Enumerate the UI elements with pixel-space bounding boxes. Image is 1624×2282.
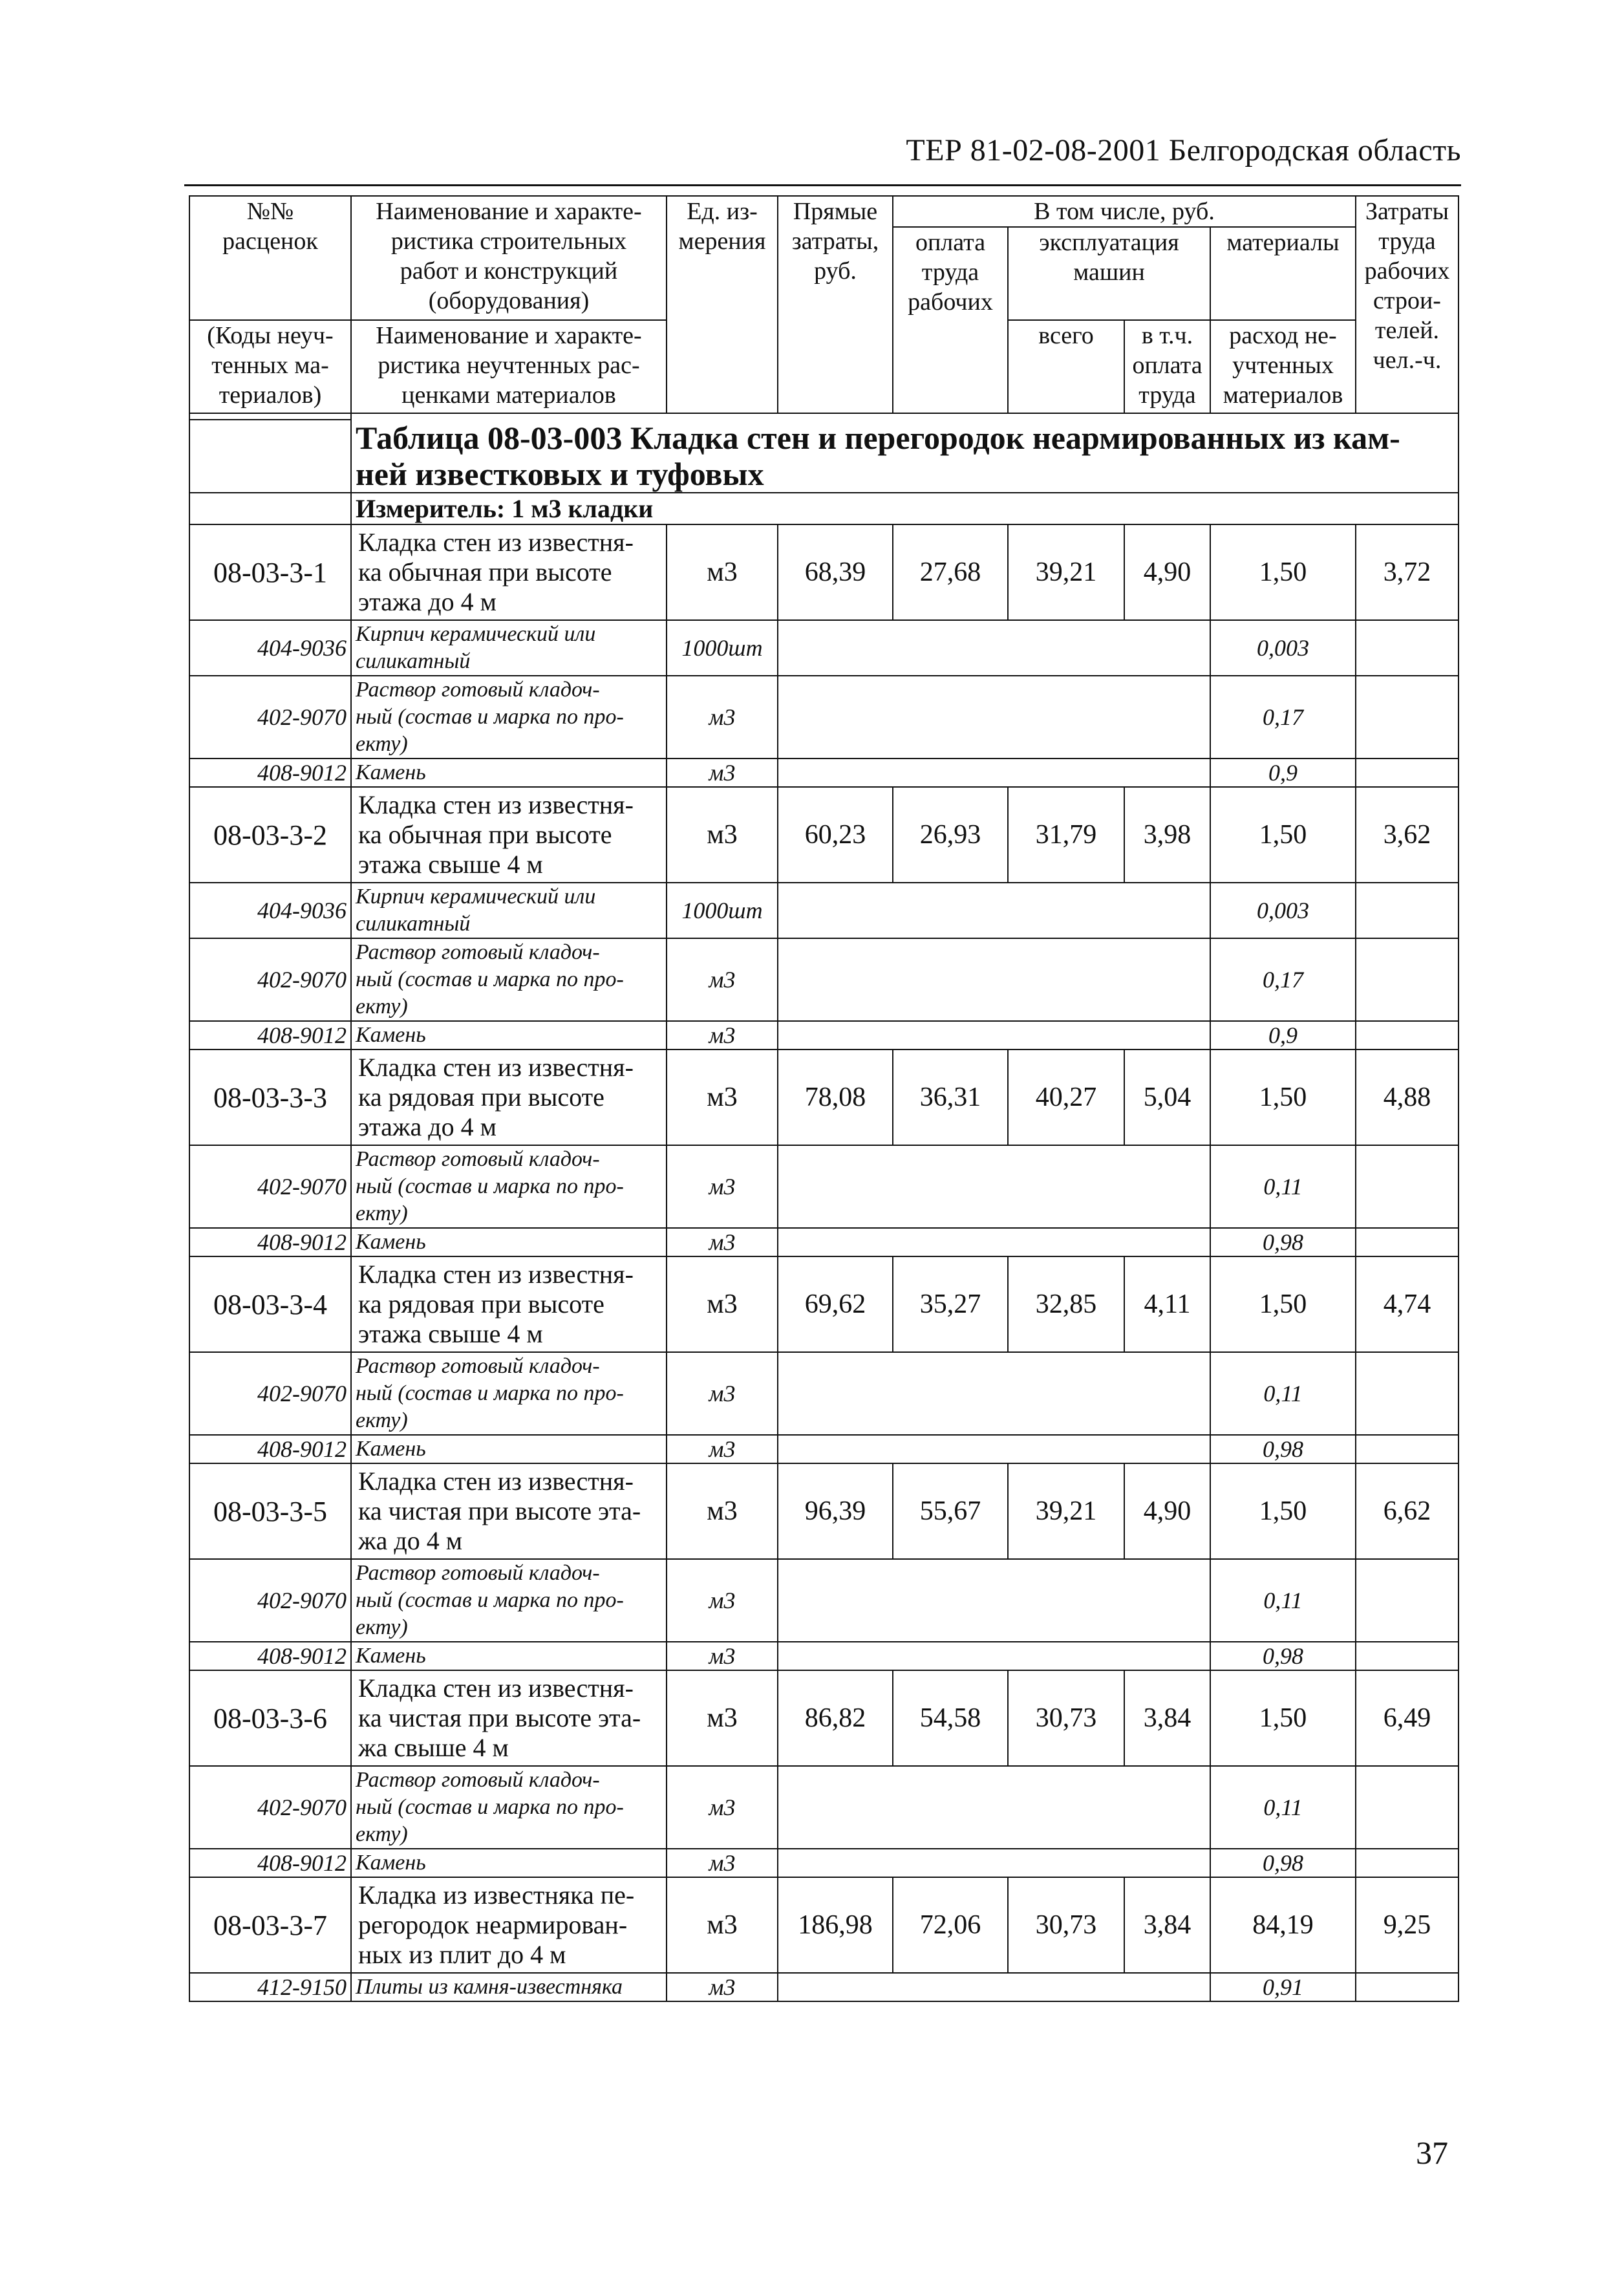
rate-materials: 1,50	[1210, 1463, 1356, 1559]
rate-code: 08-03-3-1	[189, 524, 351, 620]
material-blank	[778, 676, 1210, 759]
material-qty: 0,003	[1210, 883, 1356, 938]
rate-machines-labor: 4,90	[1124, 1463, 1210, 1559]
rate-direct-cost: 78,08	[778, 1050, 893, 1145]
material-row	[189, 1642, 1458, 1670]
rate-labor-cost: 3,72	[1356, 524, 1458, 620]
material-blank	[778, 1435, 1210, 1463]
material-qty: 0,17	[1210, 938, 1356, 1021]
material-row	[189, 1352, 1458, 1435]
rate-unit: м3	[667, 1670, 778, 1766]
material-blank	[778, 1559, 1210, 1642]
rate-unit: м3	[667, 787, 778, 883]
rate-direct-cost: 96,39	[778, 1463, 893, 1559]
material-row	[189, 676, 1458, 759]
rate-labor-pay: 26,93	[893, 787, 1008, 883]
document-header: ТЕР 81-02-08-2001 Белгородская область	[906, 133, 1461, 167]
material-qty: 0,9	[1210, 759, 1356, 787]
material-unit: 1000шт	[667, 620, 778, 676]
rate-machines-total: 30,73	[1008, 1877, 1124, 1973]
material-qty: 0,11	[1210, 1559, 1356, 1642]
rate-name: Кладка стен из известня- ка обычная при высоте этажа свыше 4 м	[351, 787, 667, 883]
material-blank-cost	[1356, 676, 1458, 759]
measure-unit: Измеритель: 1 м3 кладки	[351, 493, 1458, 524]
material-row	[189, 883, 1458, 938]
material-qty: 0,98	[1210, 1642, 1356, 1670]
material-blank	[778, 938, 1210, 1021]
rate-labor-cost: 9,25	[1356, 1877, 1458, 1973]
page-number: 37	[1416, 2135, 1448, 2171]
rate-direct-cost: 86,82	[778, 1670, 893, 1766]
rate-unit: м3	[667, 1877, 778, 1973]
material-row	[189, 938, 1458, 1021]
rate-labor-pay: 55,67	[893, 1463, 1008, 1559]
rate-machines-total: 39,21	[1008, 1463, 1124, 1559]
rate-row	[189, 1877, 1458, 1973]
material-code: 404-9036	[189, 620, 351, 676]
material-qty: 0,91	[1210, 1973, 1356, 2001]
material-name: Камень	[351, 1642, 667, 1670]
rate-labor-pay: 36,31	[893, 1050, 1008, 1145]
rate-machines-total: 30,73	[1008, 1670, 1124, 1766]
material-unit: м3	[667, 1849, 778, 1877]
material-unit: м3	[667, 938, 778, 1021]
rate-unit: м3	[667, 1256, 778, 1352]
material-code: 408-9012	[189, 759, 351, 787]
rate-direct-cost: 186,98	[778, 1877, 893, 1973]
material-blank-cost	[1356, 1352, 1458, 1435]
rate-labor-cost: 3,62	[1356, 787, 1458, 883]
rate-machines-total: 31,79	[1008, 787, 1124, 883]
rate-row	[189, 524, 1458, 620]
material-code: 408-9012	[189, 1435, 351, 1463]
rate-materials: 84,19	[1210, 1877, 1356, 1973]
material-name: Раствор готовый кладоч- ный (состав и марка по про- екту)	[351, 1145, 667, 1228]
material-code: 408-9012	[189, 1849, 351, 1877]
material-qty: 0,11	[1210, 1352, 1356, 1435]
material-blank-cost	[1356, 1849, 1458, 1877]
material-code: 402-9070	[189, 1352, 351, 1435]
material-unit: м3	[667, 1352, 778, 1435]
material-unit: м3	[667, 1559, 778, 1642]
rate-materials: 1,50	[1210, 1050, 1356, 1145]
rate-unit: м3	[667, 524, 778, 620]
rate-name: Кладка стен из известня- ка чистая при высоте эта- жа свыше 4 м	[351, 1670, 667, 1766]
rate-machines-labor: 3,84	[1124, 1670, 1210, 1766]
material-blank-cost	[1356, 883, 1458, 938]
rate-materials: 1,50	[1210, 524, 1356, 620]
rate-materials: 1,50	[1210, 1256, 1356, 1352]
material-name: Плиты из камня-известняка	[351, 1973, 667, 2001]
rate-labor-pay: 35,27	[893, 1256, 1008, 1352]
material-blank-cost	[1356, 1642, 1458, 1670]
rate-name: Кладка стен из известня- ка рядовая при высоте этажа свыше 4 м	[351, 1256, 667, 1352]
rate-code: 08-03-3-5	[189, 1463, 351, 1559]
col-name-subheader: Наименование и характе- ристика неучтенных рас- ценками материалов	[351, 320, 667, 413]
rate-materials: 1,50	[1210, 1670, 1356, 1766]
material-blank	[778, 1642, 1210, 1670]
rate-machines-total: 32,85	[1008, 1256, 1124, 1352]
material-row	[189, 1435, 1458, 1463]
material-blank	[778, 1352, 1210, 1435]
material-blank-cost	[1356, 1021, 1458, 1050]
material-unit: м3	[667, 1973, 778, 2001]
material-code: 402-9070	[189, 1766, 351, 1849]
material-unit: м3	[667, 676, 778, 759]
material-code: 404-9036	[189, 883, 351, 938]
material-name: Раствор готовый кладоч- ный (состав и марка по про- екту)	[351, 938, 667, 1021]
rate-labor-cost: 4,88	[1356, 1050, 1458, 1145]
material-name: Раствор готовый кладоч- ный (состав и марка по про- екту)	[351, 1766, 667, 1849]
rate-row	[189, 1050, 1458, 1145]
material-code: 412-9150	[189, 1973, 351, 2001]
rate-direct-cost: 69,62	[778, 1256, 893, 1352]
col-labor-pay-header: оплата труда рабочих	[893, 227, 1008, 413]
rate-labor-cost: 6,62	[1356, 1463, 1458, 1559]
col-materials-header: материалы	[1210, 227, 1356, 320]
material-code: 402-9070	[189, 938, 351, 1021]
rate-unit: м3	[667, 1463, 778, 1559]
rate-materials: 1,50	[1210, 787, 1356, 883]
material-row	[189, 1228, 1458, 1256]
material-blank	[778, 620, 1210, 676]
rate-row	[189, 787, 1458, 883]
material-name: Камень	[351, 1228, 667, 1256]
rate-machines-labor: 4,90	[1124, 524, 1210, 620]
material-unit: м3	[667, 1021, 778, 1050]
material-unit: м3	[667, 1228, 778, 1256]
material-blank	[778, 1021, 1210, 1050]
material-blank-cost	[1356, 1145, 1458, 1228]
rate-machines-labor: 4,11	[1124, 1256, 1210, 1352]
material-name: Раствор готовый кладоч- ный (состав и марка по про- екту)	[351, 676, 667, 759]
material-row	[189, 1021, 1458, 1050]
material-blank-cost	[1356, 1766, 1458, 1849]
material-blank	[778, 1145, 1210, 1228]
material-row	[189, 1973, 1458, 2001]
rate-code: 08-03-3-7	[189, 1877, 351, 1973]
material-blank	[778, 759, 1210, 787]
material-qty: 0,98	[1210, 1435, 1356, 1463]
col-code-header: №№ расценок	[189, 196, 351, 320]
material-code: 402-9070	[189, 1559, 351, 1642]
material-qty: 0,9	[1210, 1021, 1356, 1050]
material-unit: м3	[667, 1435, 778, 1463]
rate-labor-cost: 6,49	[1356, 1670, 1458, 1766]
material-blank	[778, 1973, 1210, 2001]
rate-direct-cost: 68,39	[778, 524, 893, 620]
col-labor-cost-header: Затраты труда рабочих строи- телей. чел.-ч.	[1356, 196, 1458, 413]
rate-labor-cost: 4,74	[1356, 1256, 1458, 1352]
rate-name: Кладка из известняка пе- регородок неармирован- ных из плит до 4 м	[351, 1877, 667, 1973]
material-blank-cost	[1356, 1228, 1458, 1256]
col-unit-header: Ед. из- мерения	[667, 196, 778, 413]
rate-code: 08-03-3-6	[189, 1670, 351, 1766]
material-code: 402-9070	[189, 676, 351, 759]
material-blank-cost	[1356, 759, 1458, 787]
material-blank	[778, 883, 1210, 938]
material-name: Камень	[351, 759, 667, 787]
col-direct-header: Прямые затраты, руб.	[778, 196, 893, 413]
rate-labor-pay: 27,68	[893, 524, 1008, 620]
rate-row	[189, 1463, 1458, 1559]
material-qty: 0,17	[1210, 676, 1356, 759]
material-code: 408-9012	[189, 1642, 351, 1670]
rate-code: 08-03-3-2	[189, 787, 351, 883]
rate-row	[189, 1670, 1458, 1766]
material-blank	[778, 1766, 1210, 1849]
material-name: Раствор готовый кладоч- ный (состав и марка по про- екту)	[351, 1352, 667, 1435]
col-mach-labor-header: в т.ч. оплата труда	[1124, 320, 1210, 413]
col-mat-consumption-header: расход не- учтенных материалов	[1210, 320, 1356, 413]
material-row	[189, 1849, 1458, 1877]
header-rule	[184, 184, 1461, 186]
material-row	[189, 759, 1458, 787]
rate-code: 08-03-3-3	[189, 1050, 351, 1145]
rates-table	[189, 195, 1459, 2002]
rate-name: Кладка стен из известня- ка рядовая при высоте этажа до 4 м	[351, 1050, 667, 1145]
material-blank-cost	[1356, 1973, 1458, 2001]
material-name: Камень	[351, 1021, 667, 1050]
material-code: 402-9070	[189, 1145, 351, 1228]
rate-machines-labor: 3,98	[1124, 787, 1210, 883]
material-qty: 0,003	[1210, 620, 1356, 676]
material-name: Камень	[351, 1849, 667, 1877]
rate-code: 08-03-3-4	[189, 1256, 351, 1352]
material-row	[189, 1145, 1458, 1228]
material-unit: м3	[667, 759, 778, 787]
col-name-header: Наименование и характе- ристика строительных работ и конструкций (оборудования)	[351, 196, 667, 320]
material-name: Кирпич керамический или силикатный	[351, 883, 667, 938]
col-incl-header: В том числе, руб.	[893, 196, 1356, 227]
material-name: Раствор готовый кладоч- ный (состав и марка по про- екту)	[351, 1559, 667, 1642]
rate-name: Кладка стен из известня- ка чистая при высоте эта- жа до 4 м	[351, 1463, 667, 1559]
material-blank	[778, 1228, 1210, 1256]
rate-unit: м3	[667, 1050, 778, 1145]
col-mach-total-header: всего	[1008, 320, 1124, 413]
material-unit: 1000шт	[667, 883, 778, 938]
material-qty: 0,11	[1210, 1766, 1356, 1849]
col-code-subheader: (Коды неуч- тенных ма- териалов)	[189, 320, 351, 413]
rate-machines-labor: 5,04	[1124, 1050, 1210, 1145]
rate-row	[189, 1256, 1458, 1352]
material-code: 408-9012	[189, 1228, 351, 1256]
rate-labor-pay: 72,06	[893, 1877, 1008, 1973]
rate-machines-total: 39,21	[1008, 524, 1124, 620]
material-blank	[778, 1849, 1210, 1877]
col-machines-header: эксплуатация машин	[1008, 227, 1210, 320]
material-unit: м3	[667, 1145, 778, 1228]
material-unit: м3	[667, 1642, 778, 1670]
rate-name: Кладка стен из известня- ка обычная при высоте этажа до 4 м	[351, 524, 667, 620]
rate-direct-cost: 60,23	[778, 787, 893, 883]
material-blank-cost	[1356, 620, 1458, 676]
material-blank-cost	[1356, 1435, 1458, 1463]
material-row	[189, 620, 1458, 676]
material-unit: м3	[667, 1766, 778, 1849]
material-qty: 0,98	[1210, 1849, 1356, 1877]
rate-labor-pay: 54,58	[893, 1670, 1008, 1766]
material-row	[189, 1559, 1458, 1642]
material-code: 408-9012	[189, 1021, 351, 1050]
rate-machines-total: 40,27	[1008, 1050, 1124, 1145]
material-blank-cost	[1356, 938, 1458, 1021]
material-qty: 0,11	[1210, 1145, 1356, 1228]
table-title: Таблица 08-03-003 Кладка стен и перегородок неармированных из кам- ней известковых и туфовых	[351, 420, 1458, 493]
material-row	[189, 1766, 1458, 1849]
material-name: Камень	[351, 1435, 667, 1463]
material-qty: 0,98	[1210, 1228, 1356, 1256]
material-blank-cost	[1356, 1559, 1458, 1642]
rate-machines-labor: 3,84	[1124, 1877, 1210, 1973]
material-name: Кирпич керамический или силикатный	[351, 620, 667, 676]
